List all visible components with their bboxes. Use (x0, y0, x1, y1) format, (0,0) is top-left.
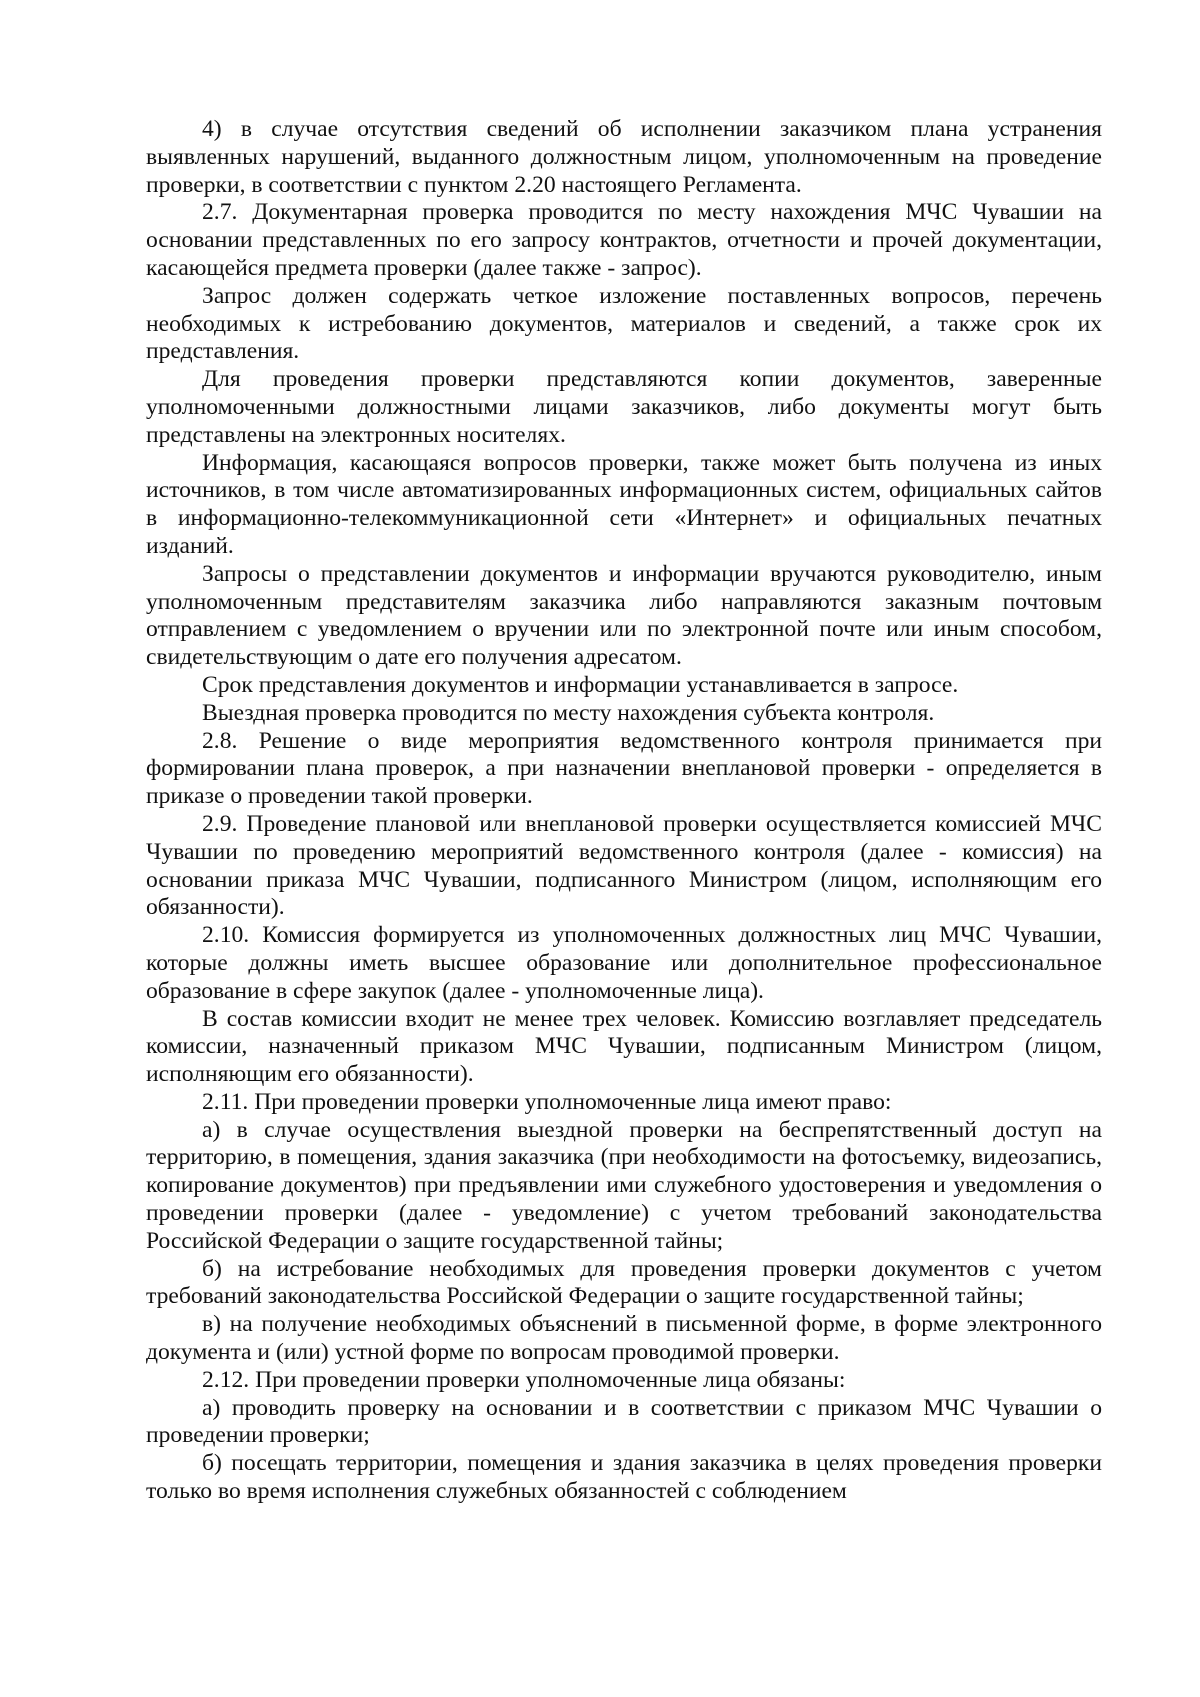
paragraph-2-12: 2.12. При проведении проверки уполномоченные лица обязаны: (202, 1366, 846, 1393)
paragraph-other-sources: Информация, касающаяся вопросов проверки, также может быть получена из иных источников, в том числе автоматизированных информационных систем, официальных сайтов в информационно-телекоммуникационной сети «Интернет» и официальных печатных изданий. (146, 449, 1102, 559)
paragraph-document-copies: Для проведения проверки представляются копии документов, заверенные уполномоченными должностными лицами заказчиков, либо документы могут быть представлены на электронных носителях. (146, 366, 1102, 448)
paragraph-2-11-a: а) в случае осуществления выездной проверки на беспрепятственный доступ на территорию, в помещения, здания заказчика (при необходимости на фотосъемку, видеозапись, копирование документов) при предъявлении ими служебного удостоверения и уведомления о проведении проверки (далее - уведомление) с учетом требований законодательства Российской Федерации о защите государственной тайны; (146, 1116, 1102, 1254)
paragraph-2-10: 2.10. Комиссия формируется из уполномоченных должностных лиц МЧС Чувашии, которые должны иметь высшее образование или дополнительное профессиональное образование в сфере закупок (далее - уполномоченные лица). (146, 922, 1102, 1004)
paragraph-deadline: Срок представления документов и информации устанавливается в запросе. (202, 671, 959, 698)
paragraph-field-inspection: Выездная проверка проводится по месту нахождения субъекта контроля. (202, 699, 935, 726)
paragraph-request-delivery: Запросы о представлении документов и информации вручаются руководителю, иным уполномоченным представителям заказчика либо направляются заказным почтовым отправлением с уведомлением о вручении или по электронной почте или иным способом, свидетельствующим о дате его получения адресатом. (146, 560, 1102, 671)
paragraph-2-8: 2.8. Решение о виде мероприятия ведомственного контроля принимается при формировании плана проверок, а при назначении внеплановой проверки - определяется в приказе о проведении такой проверки. (146, 727, 1102, 810)
paragraph-item-4: 4) в случае отсутствия сведений об исполнении заказчиком плана устранения выявленных нарушений, выданного должностным лицом, уполномоченным на проведение проверки, в соответствии с пунктом 2.20 настоящего Регламента. (146, 116, 1102, 198)
paragraph-2-12-b: б) посещать территории, помещения и здания заказчика в целях проведения проверки только во время исполнения служебных обязанностей с соблюдением (146, 1450, 1102, 1505)
paragraph-2-11-v: в) на получение необходимых объяснений в письменной форме, в форме электронного документа и (или) устной форме по вопросам проводимой проверки. (146, 1311, 1102, 1366)
paragraph-request-content: Запрос должен содержать четкое изложение поставленных вопросов, перечень необходимых к истребованию документов, материалов и сведений, а также срок их представления. (146, 282, 1102, 365)
paragraph-2-9: 2.9. Проведение плановой или внеплановой проверки осуществляется комиссией МЧС Чувашии по проведению мероприятий ведомственного контроля (далее - комиссия) на основании приказа МЧС Чувашии, подписанного Министром (лицом, исполняющим его обязанности). (146, 810, 1102, 921)
paragraph-2-11: 2.11. При проведении проверки уполномоченные лица имеют право: (202, 1088, 892, 1115)
paragraph-2-11-b: б) на истребование необходимых для проведения проверки документов с учетом требований законодательства Российской Федерации о защите государственной тайны; (146, 1255, 1102, 1310)
paragraph-2-7: 2.7. Документарная проверка проводится по месту нахождения МЧС Чувашии на основании представленных по его запросу контрактов, отчетности и прочей документации, касающейся предмета проверки (далее также - запрос). (146, 199, 1102, 281)
document-page (146, 116, 1102, 1506)
paragraph-commission-composition: В состав комиссии входит не менее трех человек. Комиссию возглавляет председатель комиссии, назначенный приказом МЧС Чувашии, подписанным Министром (лицом, исполняющим его обязанности). (146, 1005, 1102, 1088)
paragraph-2-12-a: а) проводить проверку на основании и в соответствии с приказом МЧС Чувашии о проведении проверки; (146, 1394, 1102, 1449)
